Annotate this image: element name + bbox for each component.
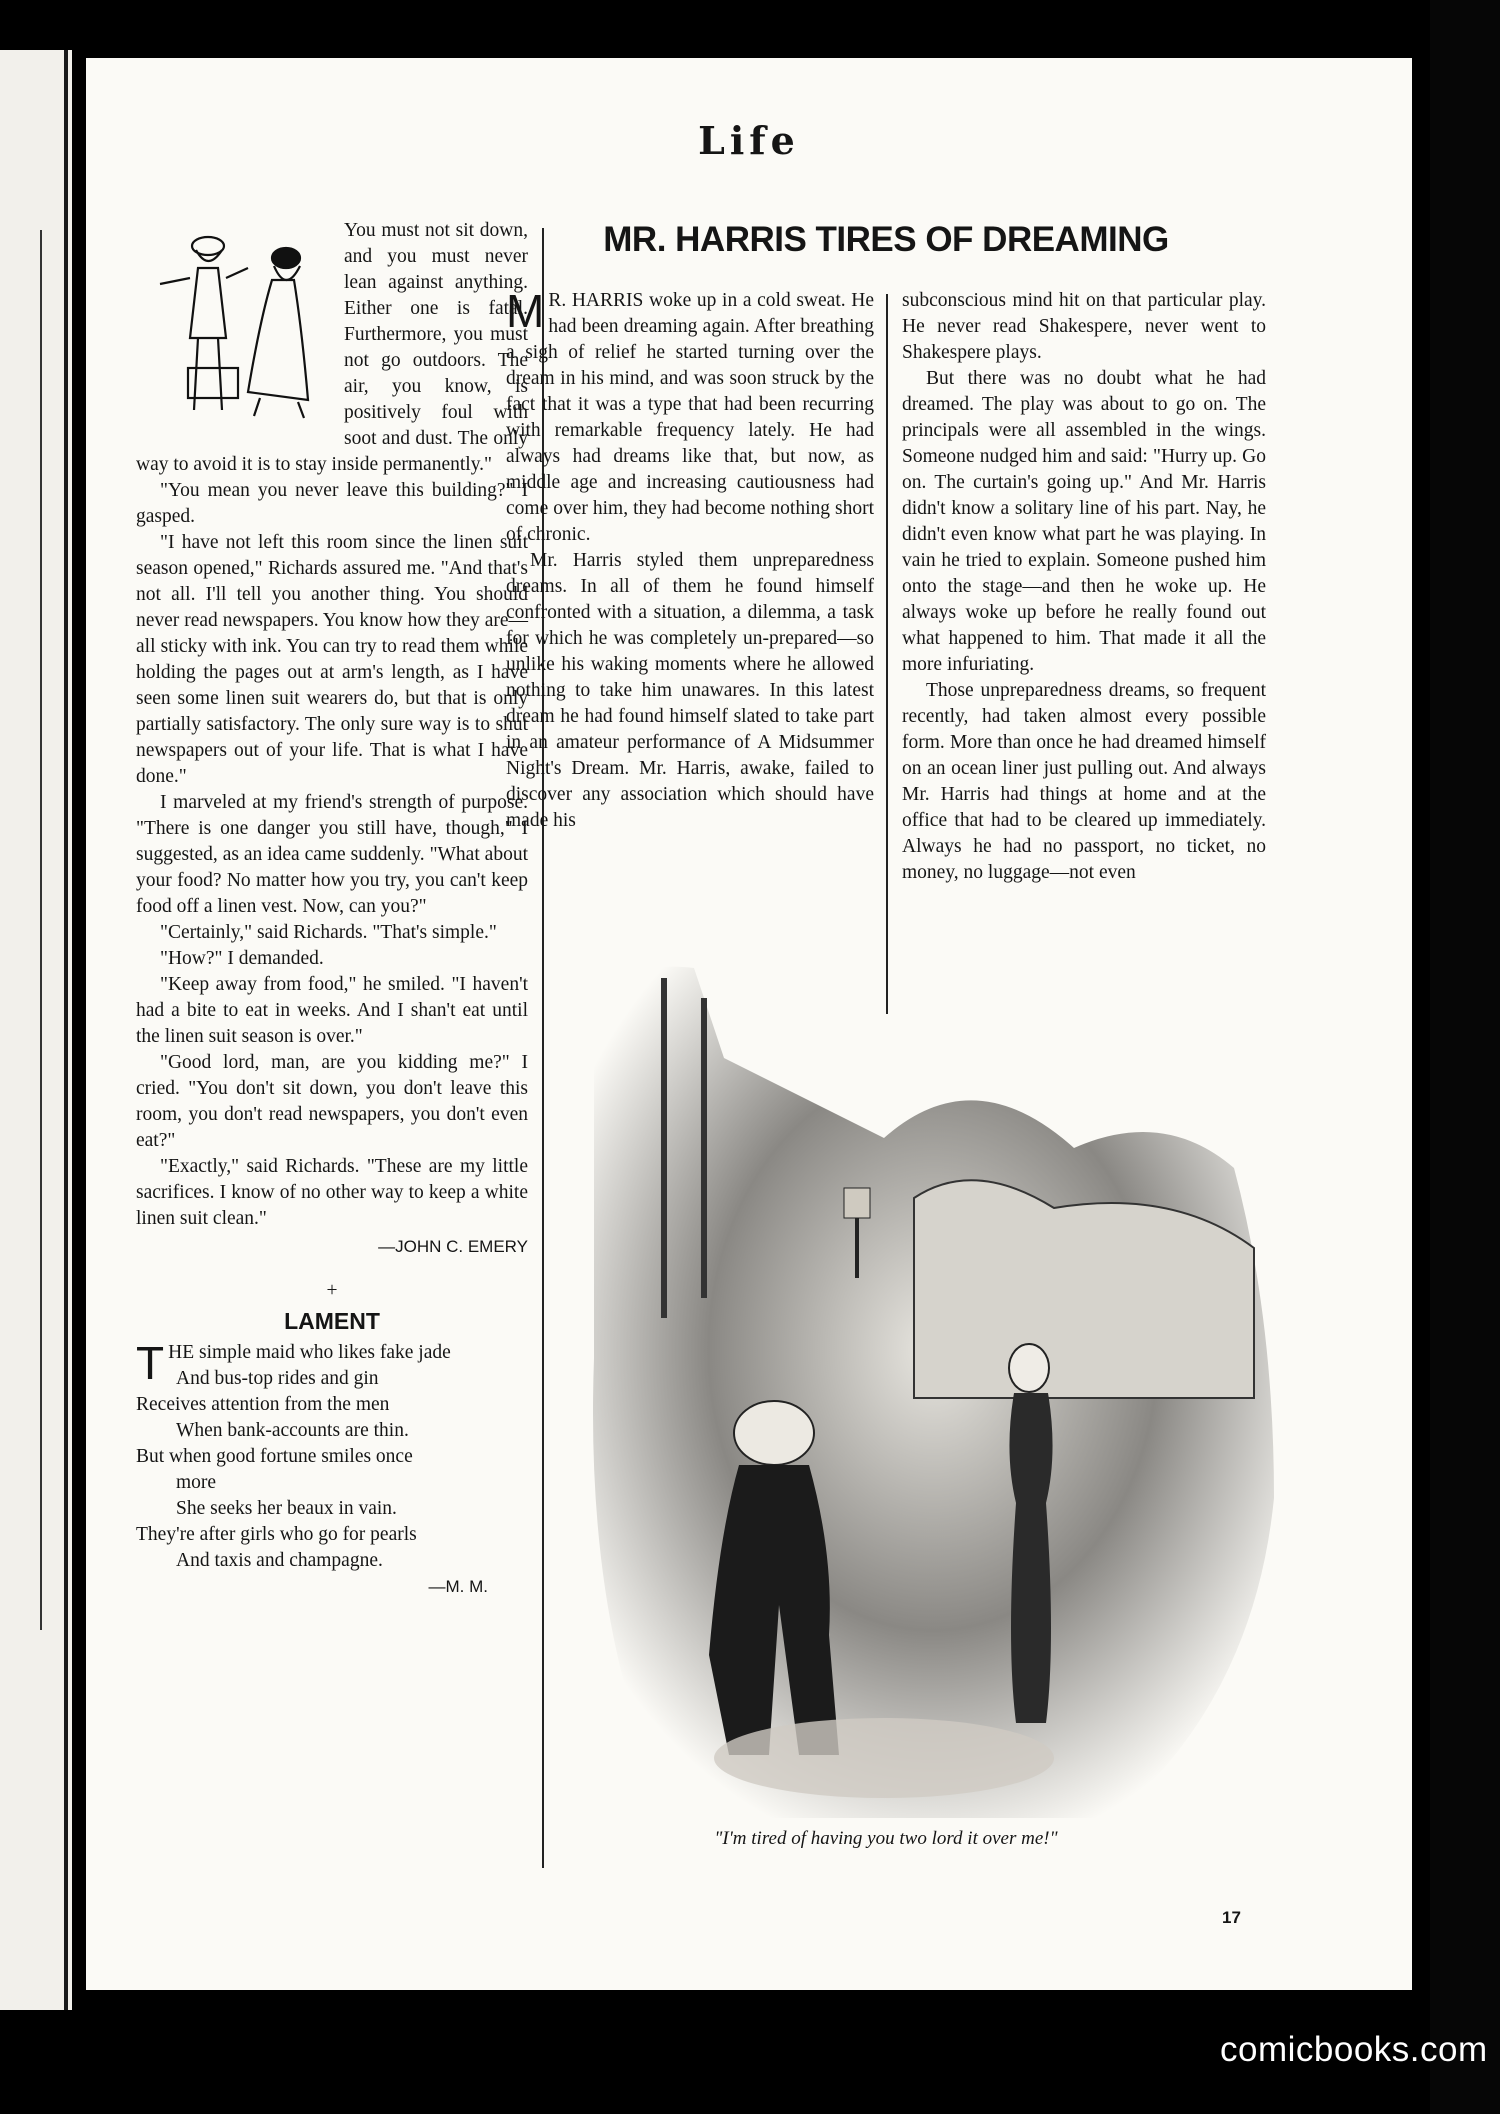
poem-line: When bank-accounts are thin. — [176, 1420, 409, 1441]
poem-line: HE simple maid who likes fake jade — [168, 1342, 451, 1363]
column-rule — [886, 294, 888, 1014]
poem-title: LAMENT — [284, 1308, 380, 1334]
section-divider: + — [326, 1280, 338, 1301]
poem-line: And taxis and champagne. — [176, 1550, 383, 1571]
paragraph: "Exactly," said Richards. "These are my little sacrifices. I know of no other way to keep a white linen suit clean." — [136, 1156, 528, 1229]
poem-line: They're after girls who go for pearls — [136, 1524, 417, 1545]
article-paragraph: Mr. Harris styled them unpreparedness dreams. In all of them he found himself confronted with a situation, a dilemma, a task for which he was completely un-prepared—so unlike his waking moments where he allowed nothing to take him unawares. In this latest dream he had found himself slated to take part in an amateur performance of A Midsummer Night's Dream. Mr. Harris, awake, failed to discover any association which should have made his — [506, 550, 874, 831]
article-dropcap: M — [506, 285, 545, 337]
paragraph: "You mean you never leave this building?" I gasped. — [136, 480, 528, 527]
article-column-2 — [902, 288, 1266, 886]
article-paragraph: Those unpreparedness dreams, so frequent recently, had taken almost every possible form. More than once he had dreamed himself on an ocean liner just pulling out. And always Mr. Harris had things at home and at the office that had to be cleared up immediately. Always he had no passport, no ticket, no money, no luggage—not even — [902, 680, 1266, 883]
poem-signature: —M. M. — [428, 1577, 488, 1596]
article-paragraph: But there was no doubt what he had dreamed. The play was about to go on. The principals were all assembled in the wings. Someone nudged him and said: "Hurry up. Go on. The curtain's going up." And Mr. Harris didn't know a solitary line of his part. Nay, he didn't even know what part he was playing. In vain he tried to explain. Someone pushed him onto the stage—and then he woke up. He always woke up before he really found out what happened to him. That made it all the more infuriating. — [902, 368, 1266, 675]
paragraph: "Keep away from food," he smiled. "I haven't had a bite to eat in weeks. And I shan't eat until the linen suit season is over." — [136, 974, 528, 1047]
paragraph: "I have not left this room since the linen suit season opened," Richards assured me. "And that's not all. I'll tell you another thing. You should never read newspapers. You know how they are—all sticky with ink. You can try to read them while holding the pages out at arm's length, as I have seen some linen suit wearers do, but that is only partially satisfactory. The only sure way is to shut newspapers out of your life. That is what I have done." — [136, 532, 528, 787]
poem-line: more — [176, 1472, 217, 1493]
gutter-line — [64, 50, 68, 2010]
poem-line: And bus-top rides and gin — [176, 1368, 379, 1389]
binding-shadow — [1430, 0, 1500, 2114]
linen-suit-cartoon — [136, 218, 336, 428]
illustration-caption: "I'm tired of having you two lord it over me!" — [714, 1828, 1058, 1849]
paragraph: I marveled at my friend's strength of purpose. "There is one danger you still have, though," I suggested, as an idea came suddenly. "What about your food? No matter how you try, you can't keep food off a linen vest. Now, can you?" — [136, 792, 528, 917]
masthead: Life — [698, 118, 800, 163]
poem-dropcap: T — [136, 1337, 165, 1389]
cartoon-illustration — [554, 938, 1334, 1878]
watermark: comicbooks.com — [1220, 2030, 1488, 2069]
paragraph: "Certainly," said Richards. "That's simple." — [160, 922, 497, 943]
paragraph: You must not sit down, and you must never lean against anything. Either one is fatal. Furthermore, you must not go outdoors. The air, you know, is positively foul with soot and dust. The only way to avoid it is to stay inside permanently." — [136, 220, 528, 475]
article-paragraph: subconscious mind hit on that particular play. He never read Shakespere, never went to Shakespere plays. — [902, 290, 1266, 363]
poem — [136, 1337, 528, 1600]
facing-page-edge — [0, 50, 72, 2010]
author-signature: —JOHN C. EMERY — [378, 1237, 528, 1256]
poem-line: Receives attention from the men — [136, 1394, 390, 1415]
paragraph: "Good lord, man, are you kidding me?" I cried. "You don't sit down, you don't leave this room, you don't read newspapers, you don't even eat?" — [136, 1052, 528, 1151]
article-column-1 — [506, 285, 874, 834]
paragraph: "How?" I demanded. — [160, 948, 324, 969]
left-column — [136, 218, 528, 1600]
poem-line: She seeks her beaux in vain. — [176, 1498, 397, 1519]
article-title: MR. HARRIS TIRES OF DREAMING — [603, 220, 1169, 259]
article-paragraph: M R. HARRIS woke up in a cold sweat. He had been dreaming again. After breathing a sigh of relief he started turning over the dream in his mind, and was soon struck by the fact that it was a type that had been recurring with remarkable frequency lately. He had always had dreams like that, but now, as middle age and increasing cautiousness had come over him, they had become nothing short of chronic. — [506, 285, 874, 545]
page-number: 17 — [1222, 1908, 1241, 1927]
magazine-page — [86, 58, 1412, 1990]
poem-line: But when good fortune smiles once — [136, 1446, 413, 1467]
facing-page-sketch — [0, 230, 42, 1630]
